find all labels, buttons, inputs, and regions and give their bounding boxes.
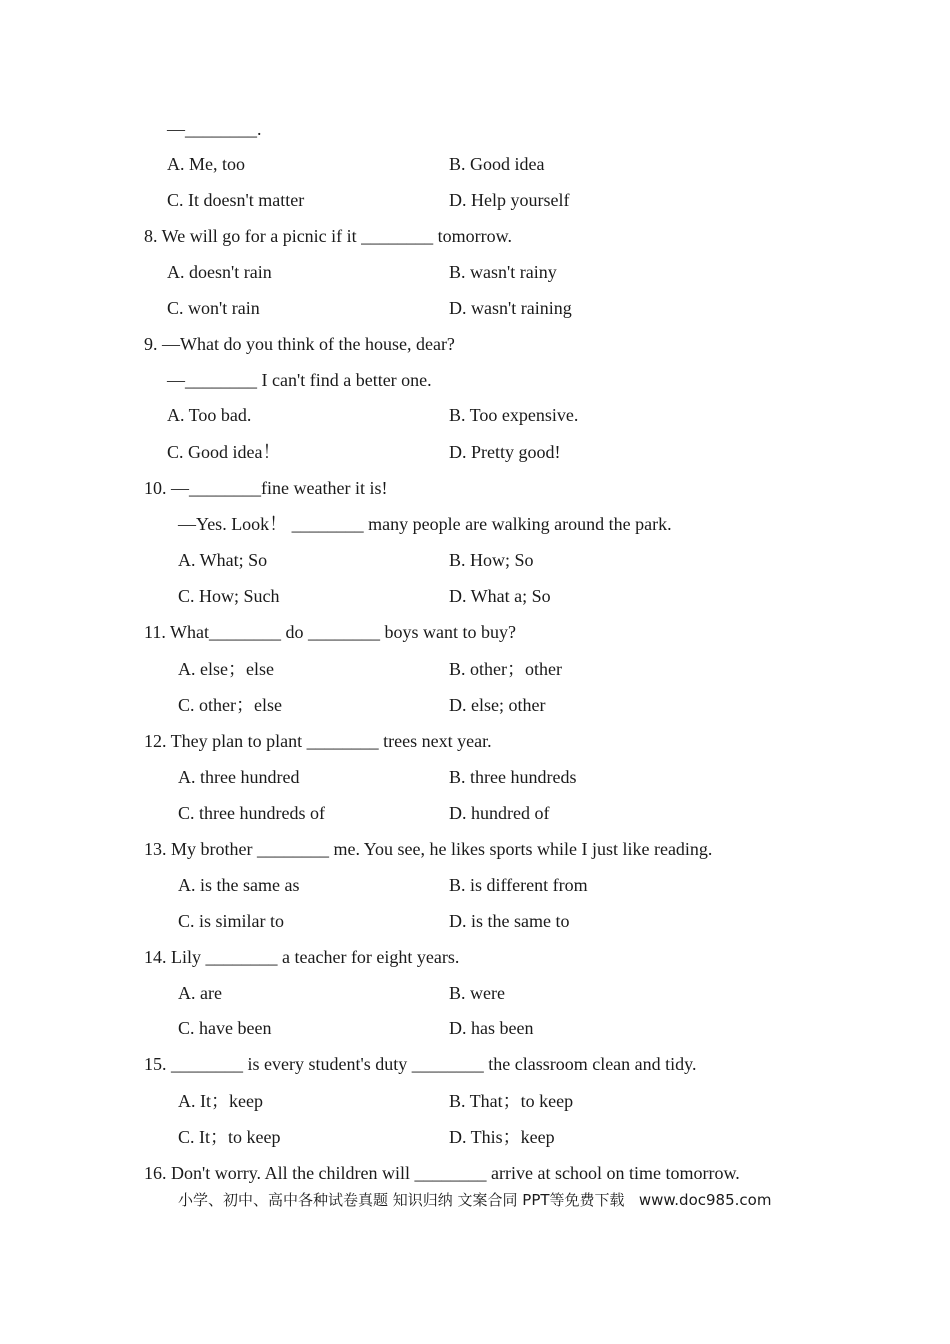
q11-option-a: A. else；else bbox=[178, 659, 274, 679]
q15-option-a: A. It；keep bbox=[178, 1091, 263, 1111]
q15-option-c: C. It；to keep bbox=[178, 1127, 281, 1147]
q12-option-b: B. three hundreds bbox=[449, 767, 577, 787]
page-footer: 小学、初中、高中各种试卷真题 知识归纳 文案合同 PPT等免费下载 www.doc985.com bbox=[178, 1191, 772, 1209]
q13-option-a: A. is the same as bbox=[178, 875, 300, 895]
q8-option-a: A. doesn't rain bbox=[167, 262, 272, 282]
q12-option-a: A. three hundred bbox=[178, 767, 300, 787]
q10-option-c: C. How; Such bbox=[178, 586, 280, 606]
q13-option-c: C. is similar to bbox=[178, 911, 285, 931]
q9-answer-line: —________ I can't find a better one. bbox=[167, 370, 432, 390]
q7-option-c: C. It doesn't matter bbox=[167, 190, 305, 210]
q14-option-a: A. are bbox=[178, 983, 222, 1003]
q10-option-d: D. What a; So bbox=[449, 586, 551, 606]
q15-stem: 15. ________ is every student's duty ________ the classroom clean and tidy. bbox=[144, 1054, 697, 1074]
q15-option-b: B. That；to keep bbox=[449, 1091, 574, 1111]
q13-option-b: B. is different from bbox=[449, 875, 588, 895]
q11-option-b: B. other；other bbox=[449, 659, 562, 679]
q9-option-c: C. Good idea！ bbox=[167, 442, 281, 462]
q14-stem: 14. Lily ________ a teacher for eight years. bbox=[144, 947, 460, 967]
q14-option-b: B. were bbox=[449, 983, 505, 1003]
q13-option-d: D. is the same to bbox=[449, 911, 570, 931]
q7-option-b: B. Good idea bbox=[449, 154, 545, 174]
q7-option-d: D. Help yourself bbox=[449, 190, 570, 210]
q10-option-b: B. How; So bbox=[449, 550, 534, 570]
q9-stem: 9. —What do you think of the house, dear? bbox=[144, 334, 455, 354]
q12-option-d: D. hundred of bbox=[449, 803, 550, 823]
q14-option-c: C. have been bbox=[178, 1018, 272, 1038]
q7-option-a: A. Me, too bbox=[167, 154, 245, 174]
q11-option-d: D. else; other bbox=[449, 695, 546, 715]
q11-stem: 11. What________ do ________ boys want to buy? bbox=[144, 622, 516, 642]
q7-answer-line: —________. bbox=[167, 119, 262, 139]
q12-stem: 12. They plan to plant ________ trees next year. bbox=[144, 731, 492, 751]
q8-option-c: C. won't rain bbox=[167, 298, 260, 318]
q16-stem: 16. Don't worry. All the children will ________ arrive at school on time tomorrow. bbox=[144, 1163, 740, 1183]
q9-option-d: D. Pretty good! bbox=[449, 442, 561, 462]
q12-option-c: C. three hundreds of bbox=[178, 803, 325, 823]
q8-stem: 8. We will go for a picnic if it ________ tomorrow. bbox=[144, 226, 512, 246]
q10-stem: 10. —________fine weather it is! bbox=[144, 478, 388, 498]
q9-option-a: A. Too bad. bbox=[167, 405, 252, 425]
q15-option-d: D. This；keep bbox=[449, 1127, 555, 1147]
q10-reply: —Yes. Look！ ________ many people are walking around the park. bbox=[178, 514, 672, 534]
q13-stem: 13. My brother ________ me. You see, he likes sports while I just like reading. bbox=[144, 839, 713, 859]
q8-option-b: B. wasn't rainy bbox=[449, 262, 557, 282]
q14-option-d: D. has been bbox=[449, 1018, 534, 1038]
q9-option-b: B. Too expensive. bbox=[449, 405, 579, 425]
q8-option-d: D. wasn't raining bbox=[449, 298, 572, 318]
q11-option-c: C. other；else bbox=[178, 695, 282, 715]
q10-option-a: A. What; So bbox=[178, 550, 268, 570]
